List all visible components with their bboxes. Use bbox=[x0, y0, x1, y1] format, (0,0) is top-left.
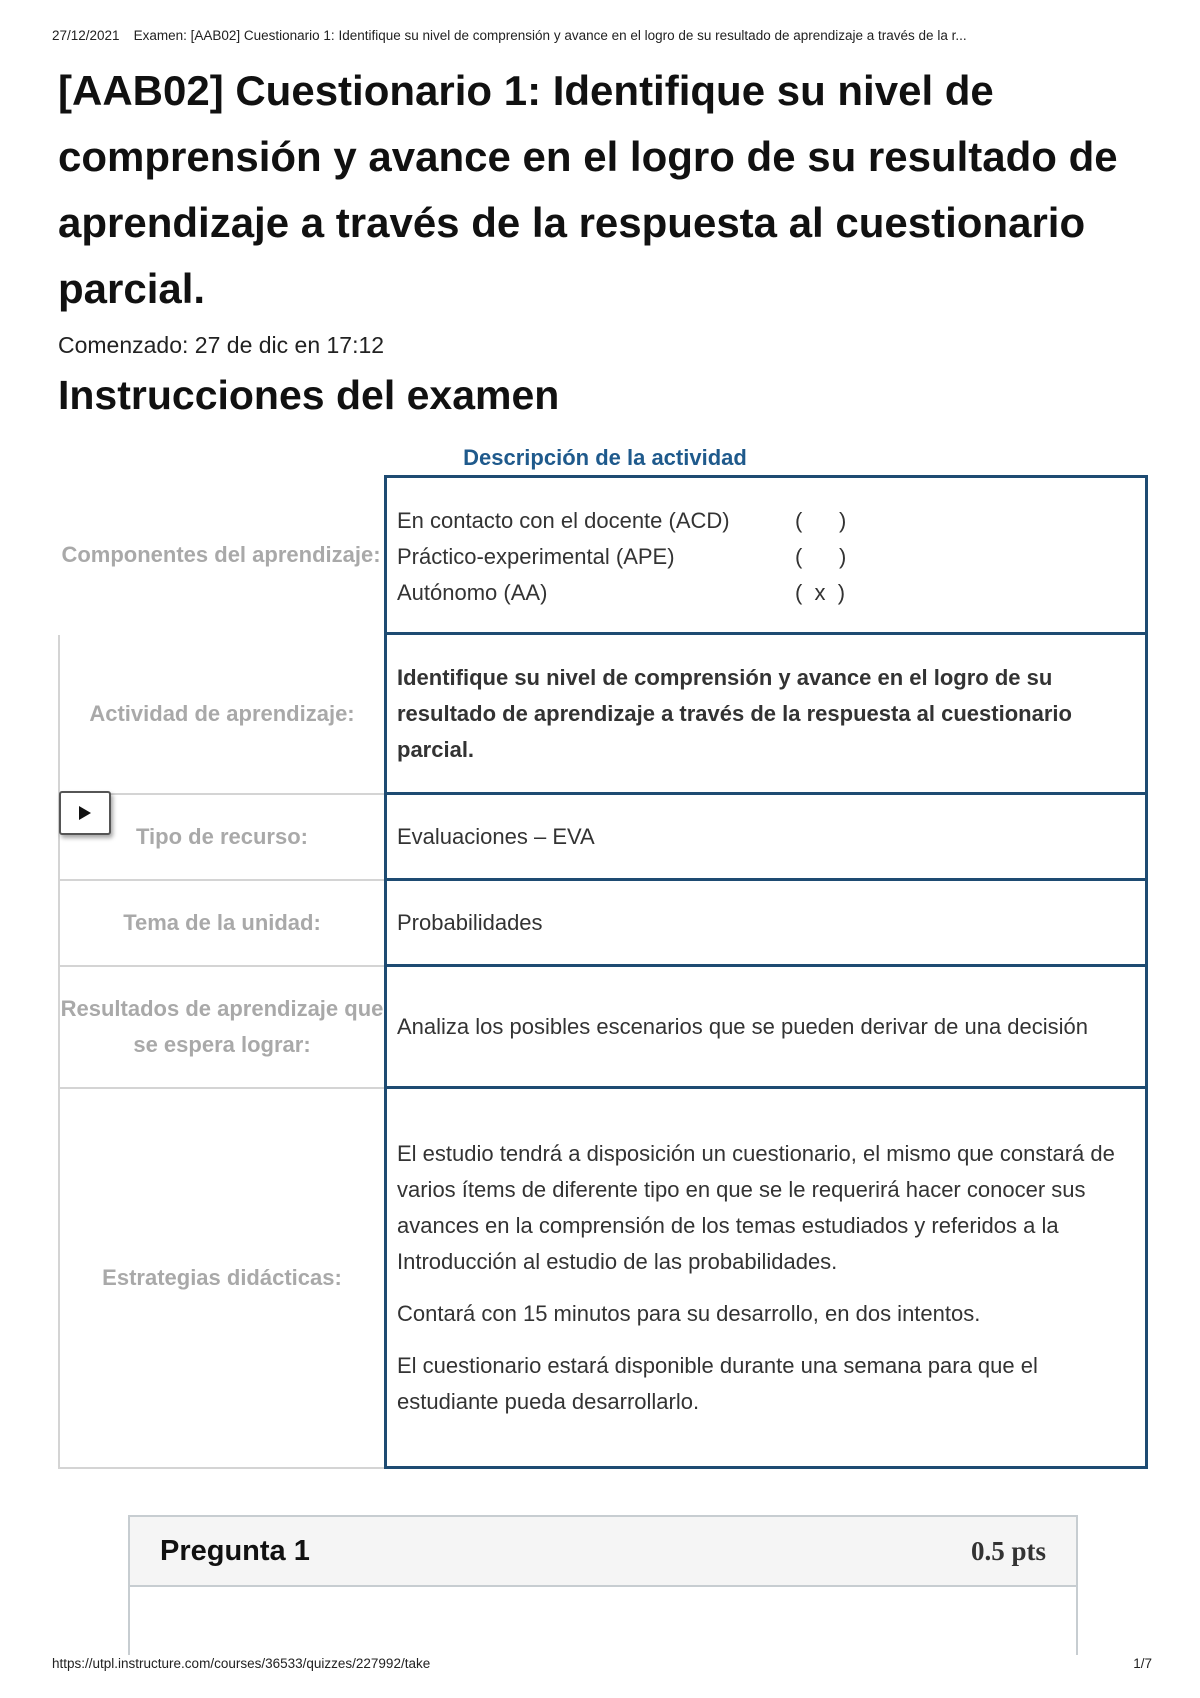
question-card bbox=[128, 1515, 1078, 1655]
resource-row bbox=[58, 795, 1148, 881]
question-points: 0.5 pts bbox=[970, 1535, 1046, 1566]
unit-row bbox=[58, 881, 1148, 967]
activity-value: Identifique su nivel de comprensión y avance en el logro de su resultado de aprendizaje a través de la respuesta al cuestionario parcial. bbox=[384, 635, 1148, 795]
print-header bbox=[52, 28, 1152, 43]
outcomes-value: Analiza los posibles escenarios que se pueden derivar de una decisión bbox=[384, 967, 1148, 1089]
outcomes-label: Resultados de aprendizaje que se espera lograr: bbox=[58, 967, 384, 1089]
component-mark: ( x ) bbox=[795, 580, 846, 605]
component-item-aa bbox=[397, 575, 1135, 611]
component-item-acd bbox=[397, 503, 1135, 539]
page-url: https://utpl.instructure.com/courses/36533/quizzes/227992/take bbox=[52, 1656, 431, 1671]
strategies-value bbox=[384, 1089, 1148, 1469]
page-number: 1/7 bbox=[1133, 1656, 1152, 1671]
strategies-paragraph: Contará con 15 minutos para su desarrollo, en dos intentos. bbox=[397, 1300, 981, 1326]
component-name: En contacto con el docente (ACD) bbox=[397, 508, 730, 533]
print-date: 27/12/2021 bbox=[52, 28, 120, 43]
outcomes-row bbox=[58, 967, 1148, 1089]
started-timestamp: Comenzado: 27 de dic en 17:12 bbox=[58, 332, 385, 358]
quiz-title: [AAB02] Cuestionario 1: Identifique su nivel de comprensión y avance en el logro de su resultado de aprendizaje a través de la respuesta al cuestionario parcial. bbox=[58, 67, 1118, 312]
strategies-label: Estrategias didácticas: bbox=[58, 1089, 384, 1469]
unit-value: Probabilidades bbox=[384, 881, 1148, 967]
activity-row bbox=[58, 635, 1148, 795]
activity-label: Actividad de aprendizaje: bbox=[58, 635, 384, 795]
instructions-heading: Instrucciones del examen bbox=[58, 372, 560, 418]
question-header bbox=[130, 1517, 1076, 1587]
activity-description-heading: Descripción de la actividad bbox=[463, 445, 747, 470]
activity-description-table bbox=[58, 475, 1148, 1469]
resource-value: Evaluaciones – EVA bbox=[384, 795, 1148, 881]
strategies-paragraph: El estudio tendrá a disposición un cuestionario, el mismo que constará de varios ítems de diferente tipo en que se le requerirá hacer conocer sus avances en la comprensión de los temas estudiados y referidos a la Introducción al estudio de las probabilidades. bbox=[397, 1140, 1115, 1274]
strategies-row bbox=[58, 1089, 1148, 1469]
component-mark: ( ) bbox=[795, 508, 847, 533]
components-row bbox=[58, 475, 1148, 635]
play-button[interactable] bbox=[59, 791, 111, 835]
unit-label: Tema de la unidad: bbox=[58, 881, 384, 967]
print-footer bbox=[52, 1656, 1152, 1671]
print-page-title: Examen: [AAB02] Cuestionario 1: Identifique su nivel de comprensión y avance en el logro de su resultado de aprendizaje a través de la r... bbox=[133, 28, 967, 43]
component-name: Autónomo (AA) bbox=[397, 580, 548, 605]
question-title: Pregunta 1 bbox=[160, 1534, 310, 1567]
component-item-ape bbox=[397, 539, 1135, 575]
play-icon bbox=[78, 805, 92, 821]
components-value bbox=[384, 475, 1148, 635]
components-label: Componentes del aprendizaje: bbox=[61, 542, 381, 567]
component-name: Práctico-experimental (APE) bbox=[397, 544, 675, 569]
component-mark: ( ) bbox=[795, 544, 847, 569]
strategies-paragraph: El cuestionario estará disponible durante una semana para que el estudiante pueda desarrollarlo. bbox=[397, 1352, 1038, 1414]
resource-label: Tipo de recurso: bbox=[58, 795, 384, 881]
